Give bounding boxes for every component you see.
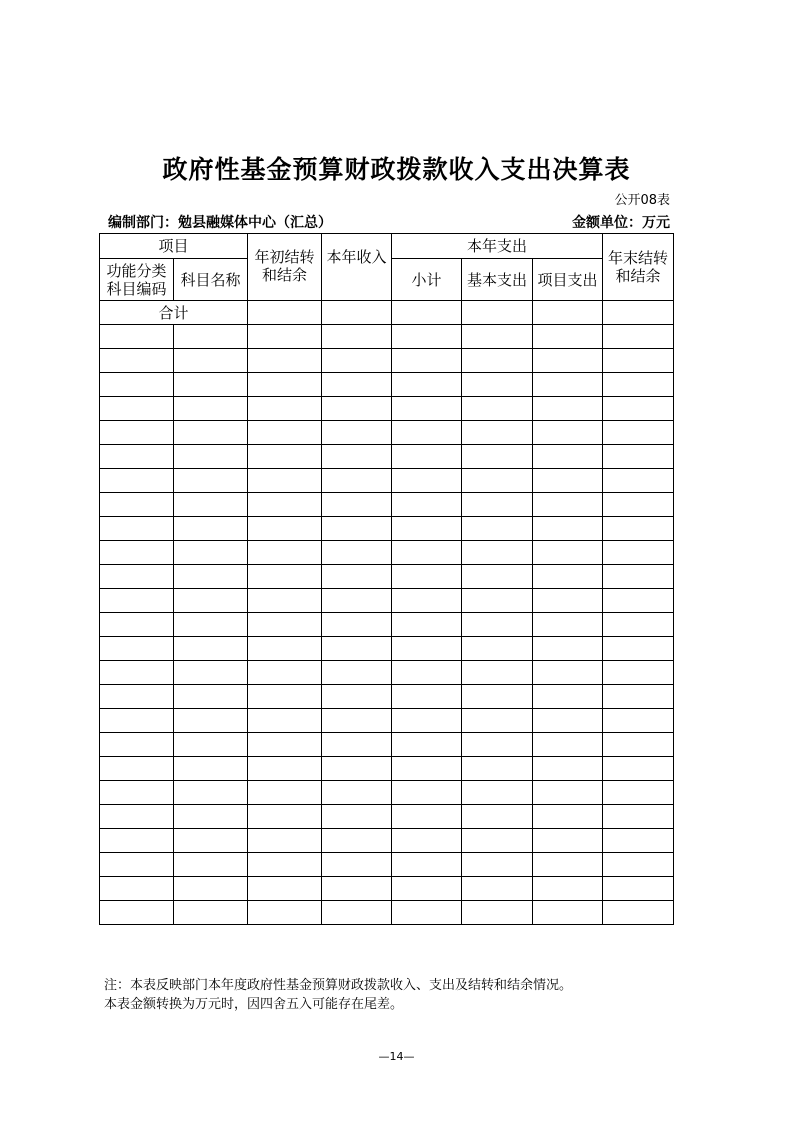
table-cell [174, 853, 248, 877]
table-cell [174, 781, 248, 805]
table-cell [603, 397, 674, 421]
table-cell [462, 565, 533, 589]
table-row [100, 757, 674, 781]
table-cell [248, 709, 322, 733]
table-cell [462, 397, 533, 421]
table-cell [603, 421, 674, 445]
table-cell [174, 637, 248, 661]
table-cell [100, 589, 174, 613]
page-number: —14— [378, 1050, 415, 1063]
table-cell [248, 373, 322, 397]
table-cell [392, 709, 462, 733]
table-cell [322, 469, 392, 493]
table-row [100, 445, 674, 469]
table-cell [100, 469, 174, 493]
table-cell [322, 493, 392, 517]
table-cell [100, 493, 174, 517]
table-row [100, 613, 674, 637]
table-cell [174, 685, 248, 709]
table-row [100, 565, 674, 589]
table-row [100, 709, 674, 733]
table-cell [322, 301, 392, 325]
table-cell [100, 349, 174, 373]
table-cell [533, 397, 603, 421]
table-cell [100, 397, 174, 421]
table-cell [248, 637, 322, 661]
table-cell [603, 325, 674, 349]
table-row [100, 325, 674, 349]
table-cell [462, 757, 533, 781]
table-cell [392, 421, 462, 445]
table-cell [462, 301, 533, 325]
table-cell [392, 661, 462, 685]
table-cell [603, 469, 674, 493]
table-cell [392, 589, 462, 613]
table-cell [392, 493, 462, 517]
table-cell [462, 325, 533, 349]
total-row [100, 301, 674, 325]
table-cell [100, 829, 174, 853]
table-row [100, 421, 674, 445]
table-row [100, 469, 674, 493]
table-cell [533, 325, 603, 349]
table-cell [174, 349, 248, 373]
table-cell [392, 805, 462, 829]
table-cell [533, 661, 603, 685]
note-line-2: 本表金额转换为万元时，因四舍五入可能存在尾差。 [104, 997, 404, 1012]
table-cell [603, 901, 674, 925]
table-cell [322, 541, 392, 565]
table-cell [462, 661, 533, 685]
table-cell [248, 661, 322, 685]
table-cell [603, 733, 674, 757]
header-item: 项目 [100, 234, 248, 259]
table-cell [603, 613, 674, 637]
table-cell [533, 877, 603, 901]
table-cell [174, 829, 248, 853]
table-cell [533, 421, 603, 445]
table-cell [174, 901, 248, 925]
table-cell [100, 685, 174, 709]
table-cell [322, 709, 392, 733]
table-row [100, 397, 674, 421]
table-cell [322, 781, 392, 805]
table-cell [248, 829, 322, 853]
table-cell [100, 517, 174, 541]
table-cell [533, 373, 603, 397]
table-cell [462, 445, 533, 469]
table-cell [462, 685, 533, 709]
table-cell [322, 829, 392, 853]
table-cell [462, 373, 533, 397]
table-cell [603, 493, 674, 517]
table-cell [174, 493, 248, 517]
table-cell [100, 781, 174, 805]
table-cell [100, 373, 174, 397]
table-cell [603, 853, 674, 877]
table-cell [392, 901, 462, 925]
total-label: 合计 [100, 301, 248, 325]
table-cell [100, 661, 174, 685]
header-end-balance: 年末结转和结余 [603, 234, 674, 301]
table-cell [100, 613, 174, 637]
table-cell [462, 517, 533, 541]
table-cell [603, 757, 674, 781]
table-cell [533, 805, 603, 829]
table-row [100, 349, 674, 373]
table-cell [392, 733, 462, 757]
table-cell [533, 709, 603, 733]
table-row [100, 589, 674, 613]
table-row [100, 781, 674, 805]
table-cell [174, 517, 248, 541]
table-cell [533, 589, 603, 613]
table-cell [392, 829, 462, 853]
table-cell [392, 637, 462, 661]
table-cell [392, 541, 462, 565]
table-cell [174, 805, 248, 829]
table-cell [392, 517, 462, 541]
table-cell [533, 445, 603, 469]
table-cell [533, 781, 603, 805]
table-cell [322, 853, 392, 877]
header-project: 项目支出 [533, 259, 603, 301]
table-cell [248, 301, 322, 325]
table-row [100, 493, 674, 517]
note-line-1: 注：本表反映部门本年度政府性基金预算财政拨款收入、支出及结转和结余情况。 [104, 978, 573, 993]
table-cell [322, 901, 392, 925]
table-cell [322, 757, 392, 781]
table-cell [462, 805, 533, 829]
table-cell [392, 469, 462, 493]
table-cell [533, 733, 603, 757]
table-cell [248, 589, 322, 613]
header-func-code: 功能分类科目编码 [100, 259, 174, 301]
table-cell [603, 541, 674, 565]
table-cell [392, 349, 462, 373]
table-cell [322, 421, 392, 445]
table-cell [322, 805, 392, 829]
header-subject-name: 科目名称 [174, 259, 248, 301]
table-cell [533, 517, 603, 541]
table-row [100, 853, 674, 877]
table-cell [462, 349, 533, 373]
table-cell [248, 757, 322, 781]
table-cell [392, 565, 462, 589]
table-cell [392, 325, 462, 349]
table-cell [248, 325, 322, 349]
table-cell [100, 733, 174, 757]
table-cell [322, 373, 392, 397]
table-cell [603, 661, 674, 685]
table-cell [462, 877, 533, 901]
table-cell [603, 829, 674, 853]
table-cell [100, 877, 174, 901]
form-number: 公开08表 [614, 193, 670, 208]
page-title: 政府性基金预算财政拨款收入支出决算表 [162, 155, 631, 184]
table-cell [322, 685, 392, 709]
table-cell [100, 541, 174, 565]
header-subtotal: 小计 [392, 259, 462, 301]
table-cell [603, 589, 674, 613]
table-cell [248, 877, 322, 901]
table-cell [533, 829, 603, 853]
table-cell [533, 469, 603, 493]
table-cell [174, 613, 248, 637]
table-cell [322, 397, 392, 421]
table-cell [462, 421, 533, 445]
table-cell [100, 445, 174, 469]
table-row [100, 901, 674, 925]
table-cell [603, 373, 674, 397]
table-cell [174, 445, 248, 469]
table-cell [533, 349, 603, 373]
table-cell [603, 781, 674, 805]
table-cell [100, 805, 174, 829]
table-cell [248, 781, 322, 805]
table-cell [462, 469, 533, 493]
table-row [100, 733, 674, 757]
table-cell [392, 877, 462, 901]
table-row [100, 829, 674, 853]
table-cell [322, 517, 392, 541]
empty-rows [100, 325, 674, 925]
header-expense: 本年支出 [392, 234, 603, 259]
table-cell [392, 781, 462, 805]
table-cell [248, 805, 322, 829]
table-cell [100, 757, 174, 781]
table-cell [533, 685, 603, 709]
table-row [100, 373, 674, 397]
header-row-1 [100, 234, 674, 259]
table-cell [322, 349, 392, 373]
header-income: 本年收入 [322, 234, 392, 301]
table-cell [174, 589, 248, 613]
table-cell [462, 853, 533, 877]
table-cell [248, 469, 322, 493]
table-cell [392, 445, 462, 469]
table-cell [248, 901, 322, 925]
table-cell [392, 397, 462, 421]
table-cell [248, 349, 322, 373]
table-cell [174, 733, 248, 757]
table-row [100, 685, 674, 709]
table-cell [462, 493, 533, 517]
table-cell [248, 445, 322, 469]
table-cell [603, 301, 674, 325]
table-cell [533, 757, 603, 781]
table-cell [533, 541, 603, 565]
table-cell [533, 301, 603, 325]
table-cell [603, 637, 674, 661]
table-cell [174, 373, 248, 397]
table-cell [603, 685, 674, 709]
department-label: 编制部门：勉县融媒体中心（汇总） [108, 215, 332, 231]
table-cell [174, 877, 248, 901]
table-cell [248, 397, 322, 421]
table-cell [174, 565, 248, 589]
table-cell [248, 565, 322, 589]
table-cell [248, 493, 322, 517]
table-cell [322, 637, 392, 661]
table-cell [174, 469, 248, 493]
table-cell [462, 589, 533, 613]
header-basic: 基本支出 [462, 259, 533, 301]
table-cell [248, 541, 322, 565]
table-cell [248, 613, 322, 637]
table-cell [603, 349, 674, 373]
table-cell [100, 901, 174, 925]
table-row [100, 661, 674, 685]
table-cell [100, 325, 174, 349]
table-cell [322, 877, 392, 901]
table-cell [603, 805, 674, 829]
table-cell [100, 709, 174, 733]
table-cell [603, 877, 674, 901]
table-cell [462, 541, 533, 565]
table-row [100, 637, 674, 661]
table-cell [248, 685, 322, 709]
table-cell [533, 637, 603, 661]
table-cell [603, 517, 674, 541]
table-cell [248, 421, 322, 445]
table-cell [322, 613, 392, 637]
table-cell [462, 637, 533, 661]
table-cell [174, 661, 248, 685]
table-cell [533, 493, 603, 517]
table-row [100, 805, 674, 829]
table-cell [248, 733, 322, 757]
table-cell [100, 853, 174, 877]
table-cell [100, 637, 174, 661]
table-cell [462, 709, 533, 733]
table-cell [322, 733, 392, 757]
table-cell [322, 565, 392, 589]
table-cell [392, 685, 462, 709]
table-cell [533, 853, 603, 877]
table-cell [322, 589, 392, 613]
table-row [100, 877, 674, 901]
header-begin-balance: 年初结转和结余 [248, 234, 322, 301]
table-cell [603, 565, 674, 589]
table-cell [392, 373, 462, 397]
table-cell [462, 613, 533, 637]
table-cell [174, 709, 248, 733]
table-cell [533, 565, 603, 589]
table-cell [392, 853, 462, 877]
table-cell [462, 901, 533, 925]
table-cell [322, 661, 392, 685]
table-cell [174, 757, 248, 781]
table-cell [392, 613, 462, 637]
table-cell [322, 325, 392, 349]
table-cell [174, 541, 248, 565]
table-cell [603, 445, 674, 469]
table-cell [462, 829, 533, 853]
table-cell [392, 301, 462, 325]
table-cell [533, 901, 603, 925]
unit-label: 金额单位：万元 [572, 215, 670, 231]
table-cell [462, 781, 533, 805]
table-cell [392, 757, 462, 781]
table-cell [100, 565, 174, 589]
table-cell [603, 709, 674, 733]
table-cell [533, 613, 603, 637]
table-cell [248, 853, 322, 877]
table-row [100, 541, 674, 565]
table-cell [174, 325, 248, 349]
table-cell [174, 397, 248, 421]
budget-table [99, 233, 674, 925]
table-cell [248, 517, 322, 541]
table-cell [174, 421, 248, 445]
table-cell [100, 421, 174, 445]
table-row [100, 517, 674, 541]
table-cell [322, 445, 392, 469]
table-cell [462, 733, 533, 757]
